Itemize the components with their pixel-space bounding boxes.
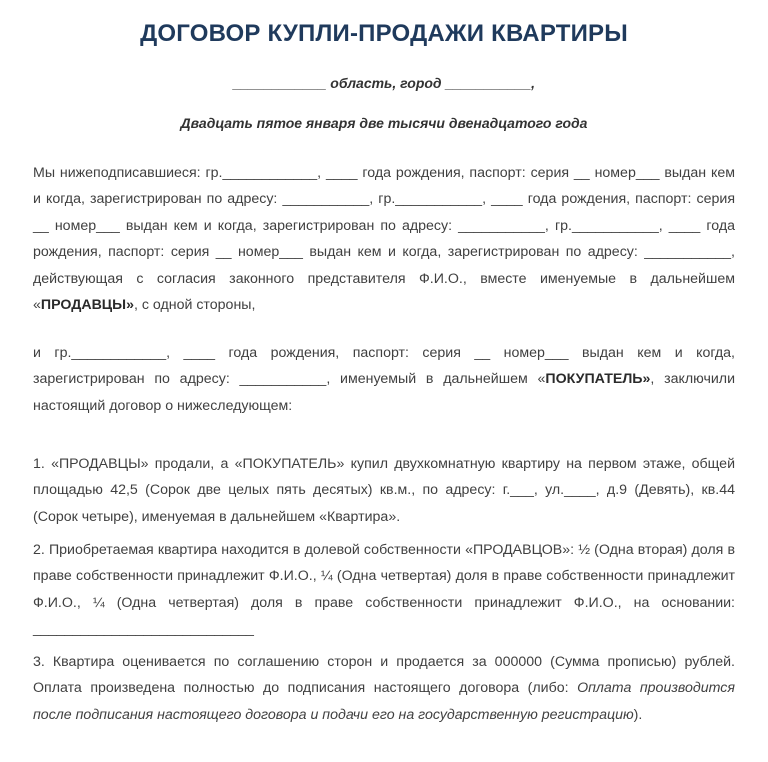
clause-3-italic: Оплата производится после подписания настоящего договора и подачи его на государственную регистрацию	[33, 680, 735, 723]
sellers-text: Мы нижеподписавшиеся: гр.____________, ____ года рождения, паспорт: серия __ номер___ выдан кем и когда, зарегистрирован по адресу: ___________, гр.___________, ____ года рождения, паспорт: серия __ номер___ выдан кем и когда, зарегистрирован по адресу: ___________, гр.___________, ____ года рождения, паспорт: серия __ номер___ выдан кем и когда, зарегистрирован по адресу: ___________, действующая с согласия законного представителя Ф.И.О., вместе именуемые в дальнейшем «	[33, 165, 735, 314]
clause-3-text: 3. Квартира оценивается по соглашению сторон и продается за 000000 (Сумма прописью) рублей. Оплата произведена полностью до подписания настоящего договора (либо:	[33, 654, 735, 697]
clause-2	[33, 537, 735, 643]
date-line: Двадцать пятое января две тысячи двенадцатого года	[180, 115, 588, 131]
document-title: ДОГОВОР КУПЛИ-ПРОДАЖИ КВАРТИРЫ	[140, 20, 628, 47]
sellers-tail: , с одной стороны,	[133, 297, 256, 314]
buyer-term: ПОКУПАТЕЛЬ»	[545, 371, 651, 388]
buyer-tail: , заключили настоящий договор о нижеследующем:	[33, 371, 735, 414]
clause-3	[33, 649, 735, 728]
buyer-text: и гр.____________, ____ года рождения, паспорт: серия __ номер___ выдан кем и когда, зарегистрирован по адресу: ___________, именуемый в дальнейшем «	[33, 345, 735, 388]
sellers-paragraph	[33, 160, 735, 318]
clause-3-tail: ).	[633, 706, 643, 723]
clause-1	[33, 451, 735, 530]
place-line: ____________ область, город ___________,	[232, 75, 536, 91]
buyer-paragraph	[33, 340, 735, 419]
clause-1-text: 1. «ПРОДАВЦЫ» продали, а «ПОКУПАТЕЛЬ» купил двухкомнатную квартиру на первом этаже, общей площадью 42,5 (Сорок две целых пять десятых) кв.м., по адресу: г.___, ул.____, д.9 (Девять), кв.44 (Сорок четыре), именуемая в дальнейшем «Квартира».	[33, 456, 735, 525]
clause-2-text: 2. Приобретаемая квартира находится в долевой собственности «ПРОДАВЦОВ»: ½ (Одна вторая) доля в праве собственности принадлежит Ф.И.О., ¼ (Одна четвертая) доля в праве собственности принадлежит Ф.И.О., ¼ (Одна четвертая) доля в праве собственности принадлежит Ф.И.О., на основании: ____________________________	[33, 542, 735, 638]
sellers-term: ПРОДАВЦЫ»	[40, 297, 134, 314]
